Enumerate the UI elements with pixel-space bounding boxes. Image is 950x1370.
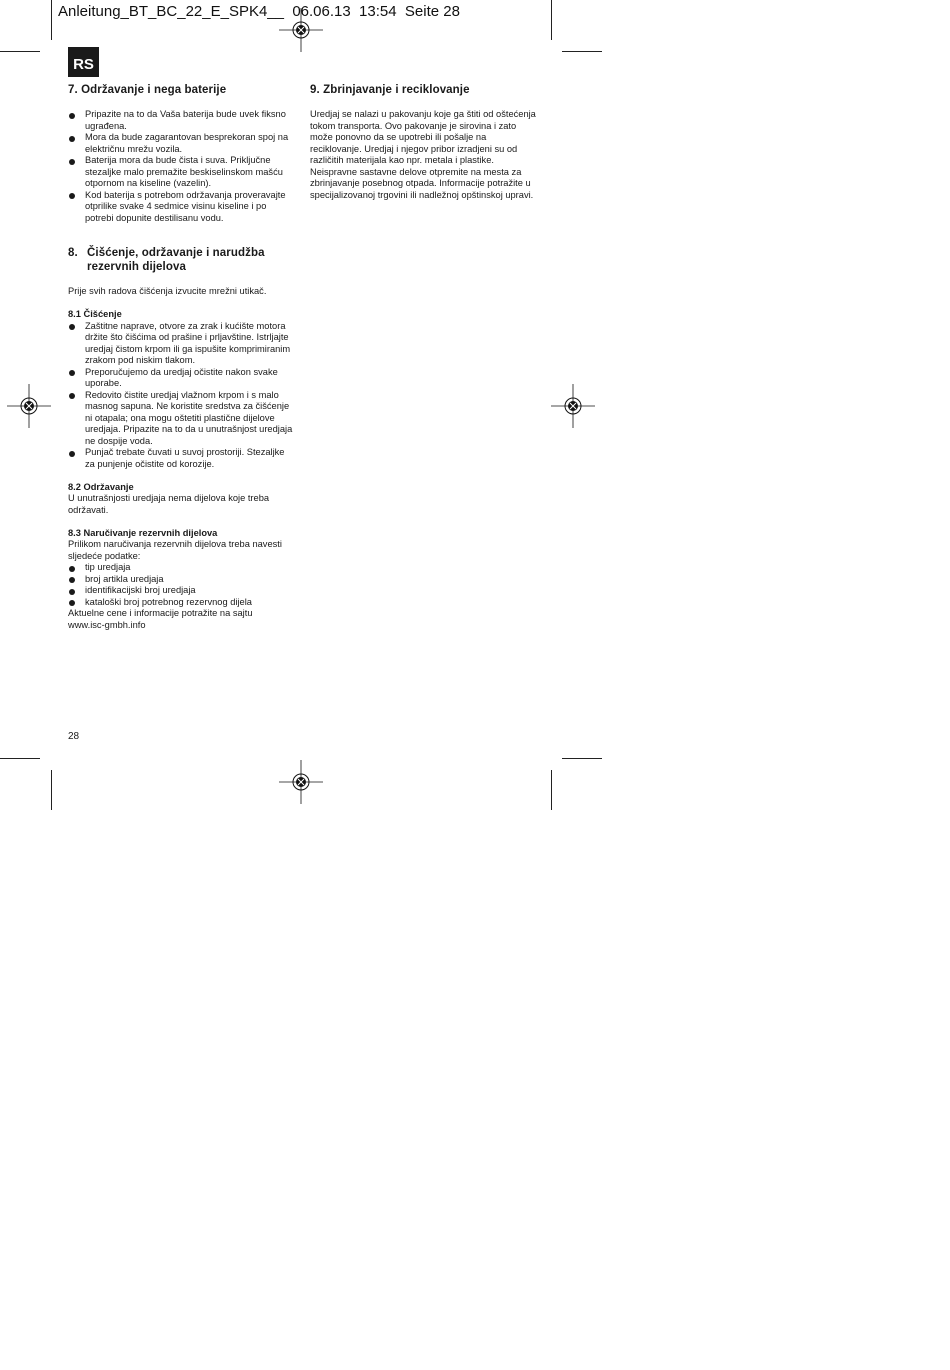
section-7-title: 7. Održavanje i nega baterije: [68, 84, 227, 96]
section-8-body: [68, 286, 296, 631]
website-url: www.isc-gmbh.info: [68, 619, 146, 630]
list-item: Zaštitne naprave, otvore za zrak i kućište motora držite što čišćima od prašine i prljavštine. Istrljajte uredjaj čistom krpom ili ga ispušite komprimiranim zrakom pod niskim tlakom.: [68, 321, 296, 367]
crop-mark: [51, 0, 52, 40]
crop-mark: [562, 51, 602, 52]
crop-mark: [0, 51, 40, 52]
subsection-title: 8.2 Održavanje: [68, 481, 134, 492]
paragraph: U unutrašnjosti uredjaja nema dijelova koje treba održavati.: [68, 493, 270, 515]
list-item: Preporučujemo da uredjaj očistite nakon svake uporabe.: [68, 367, 296, 390]
subsection-title: 8.3 Naručivanje rezervnih dijelova: [68, 527, 218, 538]
crop-mark: [551, 0, 552, 40]
section-7-list: [68, 109, 294, 224]
list-item: Punjač trebate čuvati u suvoj prostoriji. Stezaljke za punjenje očistite od korozije.: [68, 447, 296, 470]
section-9-body: [310, 109, 536, 201]
title-line: Čišćenje, održavanje i narudžba: [87, 247, 265, 259]
section-9-title: 9. Zbrinjavanje i reciklovanje: [310, 84, 470, 96]
language-badge: RS: [68, 47, 99, 77]
registration-mark-icon: [562, 395, 584, 417]
page-number: 28: [68, 731, 80, 742]
list-item: tip uredjaja: [68, 562, 296, 574]
section-7-body: [68, 109, 294, 224]
list-item: identifikacijski broj uredjaja: [68, 585, 296, 597]
crop-mark: [0, 758, 40, 759]
list-item: Mora da bude zagarantovan besprekoran spoj na električnu mrežu vozila.: [68, 132, 294, 155]
paragraph: Uredjaj se nalazi u pakovanju koje ga štiti od oštećenja tokom transporta. Ovo pakovanje je sirovina i zato može ponovno da se upotrebi ili pošalje na reciklovanje. Uredjaj i njegov pribor izradjeni su od različitih materijala kao npr. metala i plastike. Neispravne sastavne delove otpremite na mesta za zbrinjavanje posebnog otpada. Informacije potražite u specijalizovanoj trgovini ili nadležnoj opštinskoj upravi.: [310, 109, 536, 200]
list-item: Redovito čistite uredjaj vlažnom krpom i s malo masnog sapuna. Ne koristite sredstva za čišćenje ni otapala; ona mogu oštetiti plastične dijelove uredjaja. Pripazite na to da u unutrašnjost uredjaja ne dospije voda.: [68, 390, 296, 448]
order-info-list: [68, 562, 296, 608]
list-item: Baterija mora da bude čista i suva. Priključne stezaljke malo premažite beskiselinskom mašću otpornom na kiseline (vazelin).: [68, 155, 294, 190]
print-slug: Anleitung_BT_BC_22_E_SPK4__ 06.06.13 13:54 Seite 28: [58, 3, 460, 20]
registration-mark-icon: [18, 395, 40, 417]
section-number: 8.: [68, 247, 78, 259]
crop-mark: [562, 758, 602, 759]
crop-mark: [51, 770, 52, 810]
list-item: kataloški broj potrebnog rezervnog dijela: [68, 597, 296, 609]
registration-mark-icon: [290, 771, 312, 793]
title-line: rezervnih dijelova: [87, 261, 186, 273]
paragraph: Prilikom naručivanja rezervnih dijelova treba navesti sljedeće podatke:: [68, 539, 282, 561]
section-title-text: [87, 246, 265, 274]
crop-mark: [551, 770, 552, 810]
intro-text: Prije svih radova čišćenja izvucite mrežni utikač.: [68, 286, 267, 296]
list-item: broj artikla uredjaja: [68, 574, 296, 586]
list-item: Pripazite na to da Vaša baterija bude uvek fiksno ugrađena.: [68, 109, 294, 132]
registration-mark-icon: [290, 19, 312, 41]
cleaning-list: [68, 321, 296, 471]
section-8-title: [68, 246, 308, 274]
subsection-title: 8.1 Čišćenje: [68, 309, 122, 319]
list-item: Kod baterija s potrebom održavanja proveravajte otprilike svake 4 sedmice visinu kiseline i po potrebi dopunite destilisanu vodu.: [68, 190, 294, 225]
paragraph: Aktuelne cene i informacije potražite na sajtu: [68, 608, 253, 618]
